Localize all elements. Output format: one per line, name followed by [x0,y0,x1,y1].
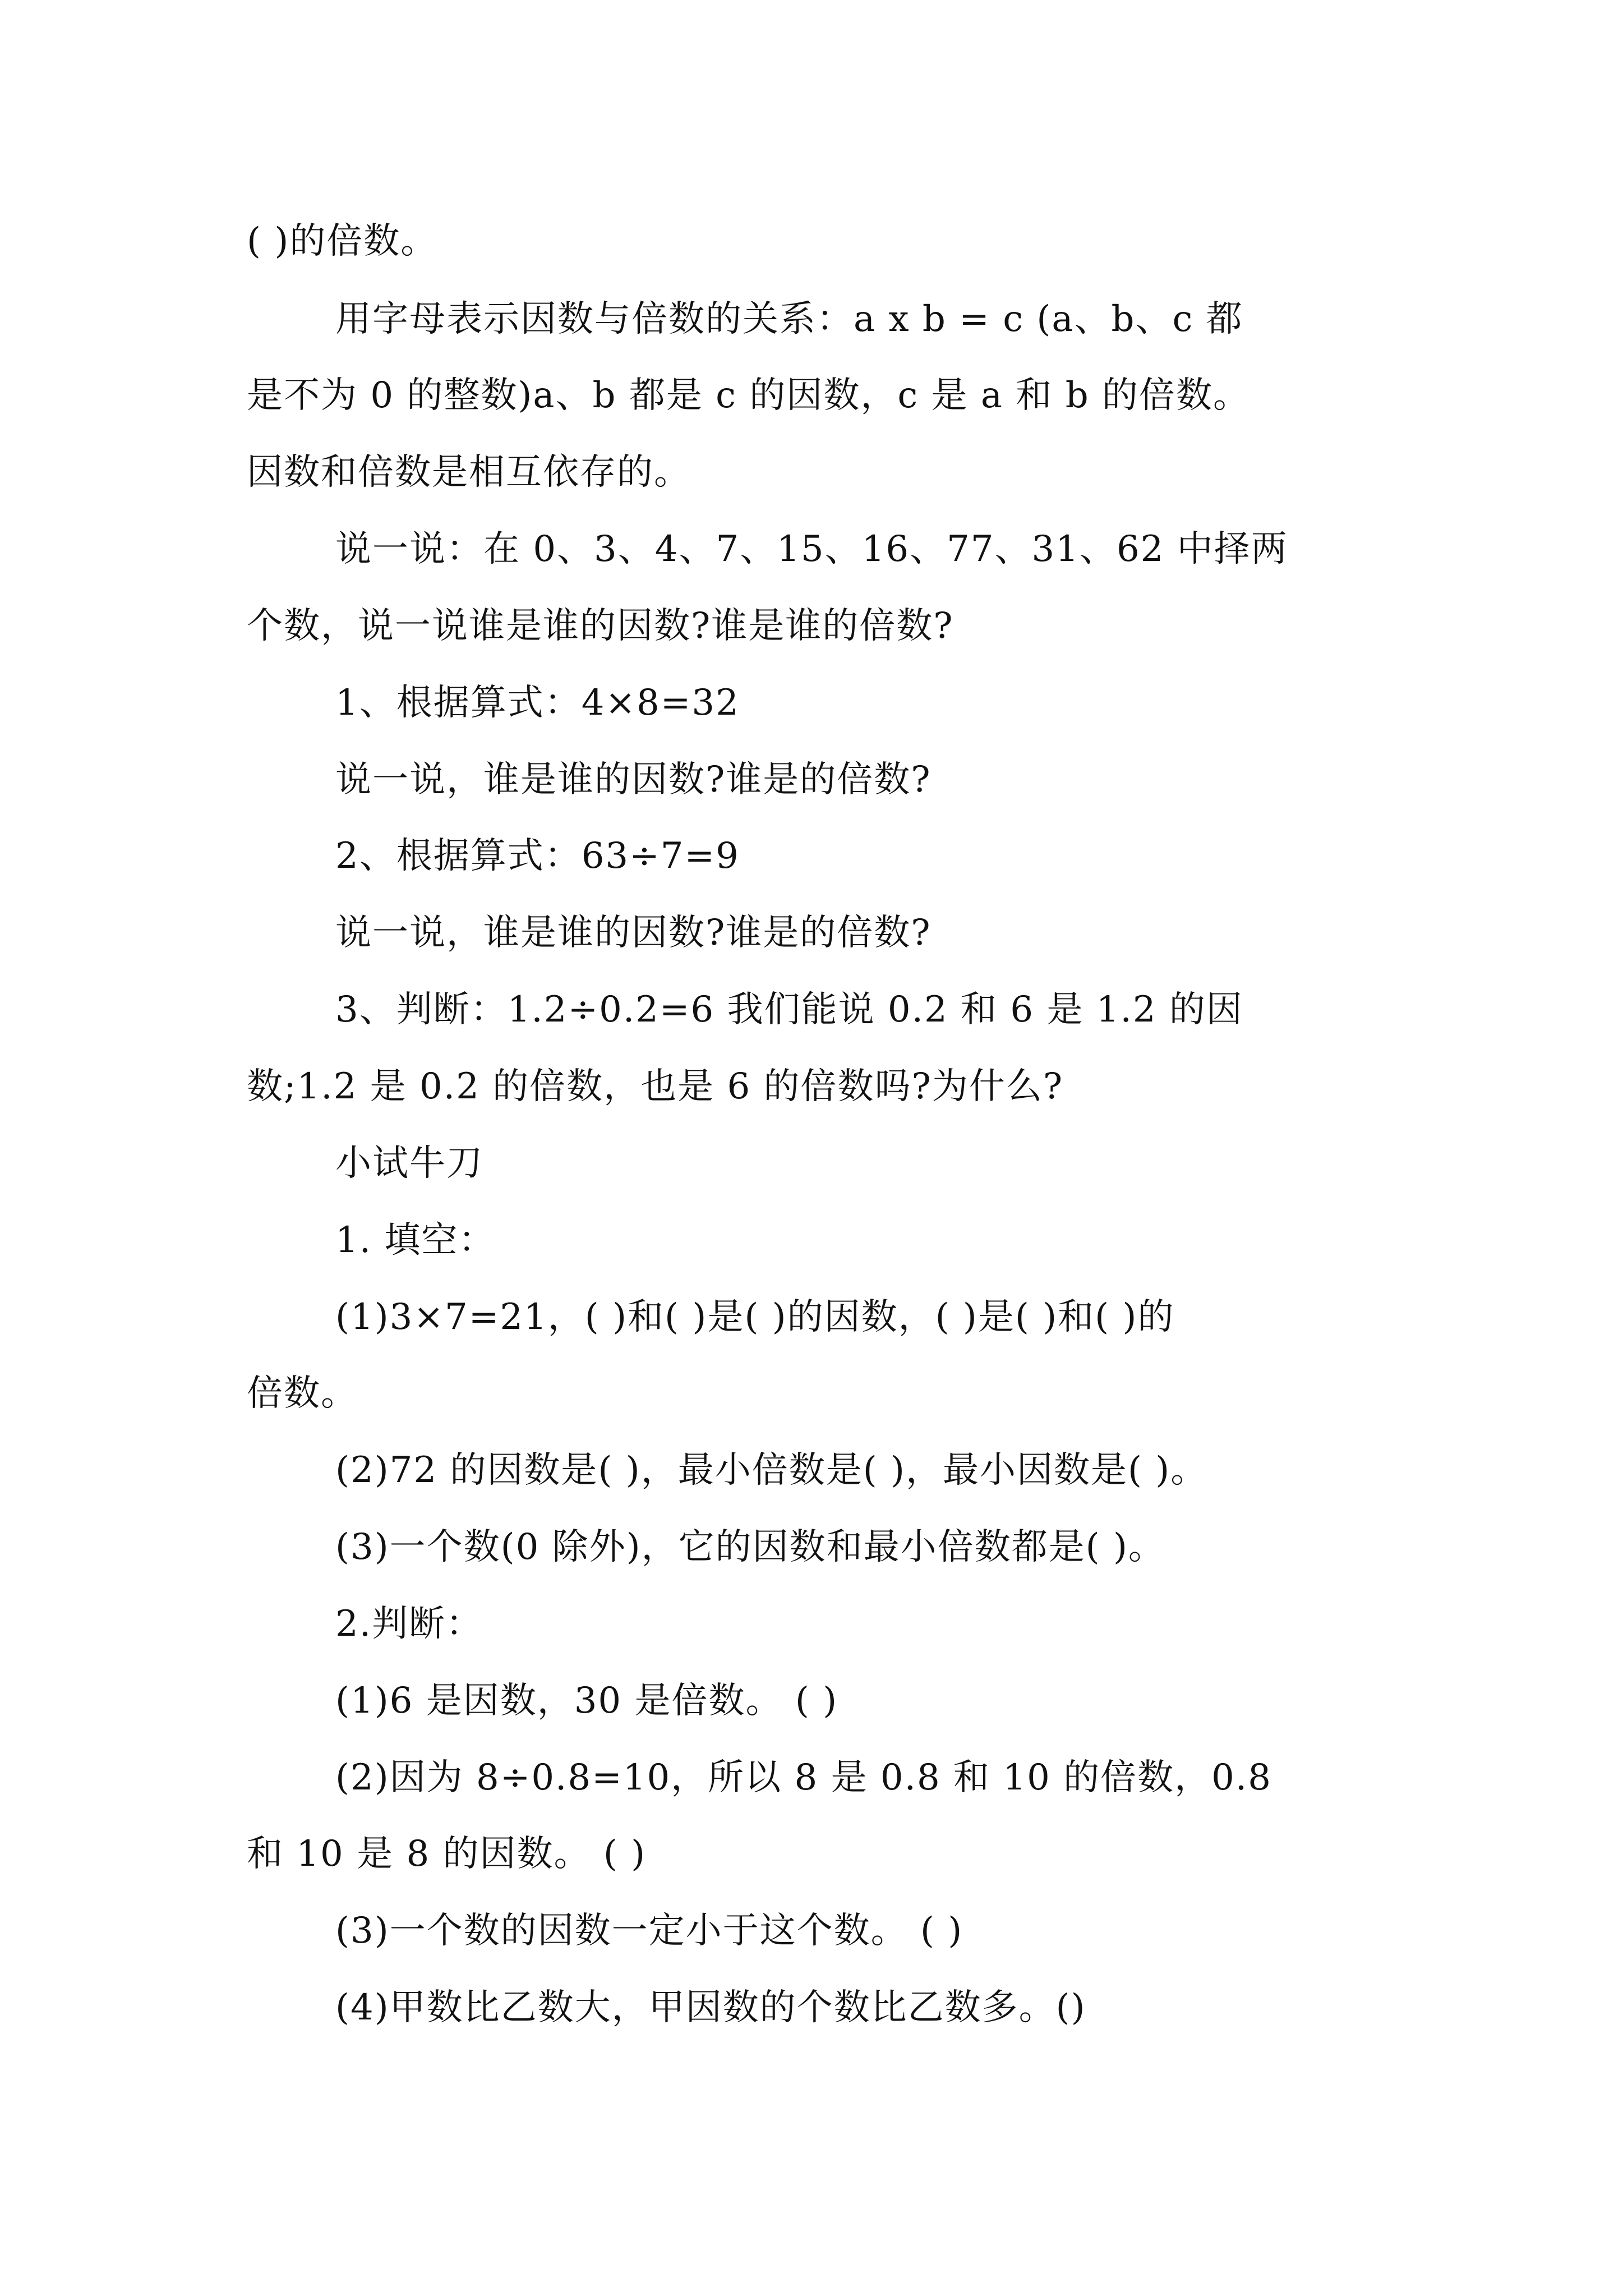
text-line-11: 3、判断：1.2÷0.2=6 我们能说 0.2 和 6 是 1.2 的因 [335,989,1243,1030]
text-line-6: 个数，说一说谁是谁的因数?谁是谁的倍数? [247,605,954,647]
text-line-5: 说一说：在 0、3、4、7、15、16、77、31、62 中择两 [335,528,1288,570]
text-line-18: (3)一个数(0 除外)，它的因数和最小倍数都是( )。 [335,1526,1165,1568]
text-line-2: 用字母表示因数与倍数的关系：a x b = c (a、b、c 都 [335,298,1243,340]
text-line-16: 倍数。 [247,1373,358,1414]
text-line-8: 说一说，谁是谁的因数?谁是的倍数? [335,759,932,800]
text-line-13: 小试牛刀 [335,1143,483,1184]
text-line-1: ( )的倍数。 [247,220,438,262]
text-line-3: 是不为 0 的整数)a、b 都是 c 的因数，c 是 a 和 b 的倍数。 [247,375,1251,416]
text-line-20: (1)6 是因数，30 是倍数。 ( ) [335,1680,838,1722]
text-line-7: 1、根据算式：4×8=32 [335,682,740,724]
text-line-12: 数;1.2 是 0.2 的倍数，也是 6 的倍数吗?为什么? [247,1066,1064,1107]
text-line-15: (1)3×7=21，( )和( )是( )的因数，( )是( )和( )的 [335,1296,1175,1338]
text-line-21: (2)因为 8÷0.8=10，所以 8 是 0.8 和 10 的倍数，0.8 [335,1757,1272,1798]
text-line-10: 说一说，谁是谁的因数?谁是的倍数? [335,912,932,954]
text-line-24: (4)甲数比乙数大，甲因数的个数比乙数多。() [335,1987,1086,2028]
text-line-19: 2.判断： [335,1603,483,1645]
text-line-14: 1. 填空： [335,1220,496,1261]
text-line-4: 因数和倍数是相互依存的。 [247,452,691,493]
text-line-23: (3)一个数的因数一定小于这个数。 ( ) [335,1910,963,1952]
text-line-9: 2、根据算式：63÷7=9 [335,835,740,877]
text-line-17: (2)72 的因数是( )，最小倍数是( )，最小因数是( )。 [335,1450,1208,1491]
text-line-22: 和 10 是 8 的因数。 ( ) [247,1833,647,1875]
